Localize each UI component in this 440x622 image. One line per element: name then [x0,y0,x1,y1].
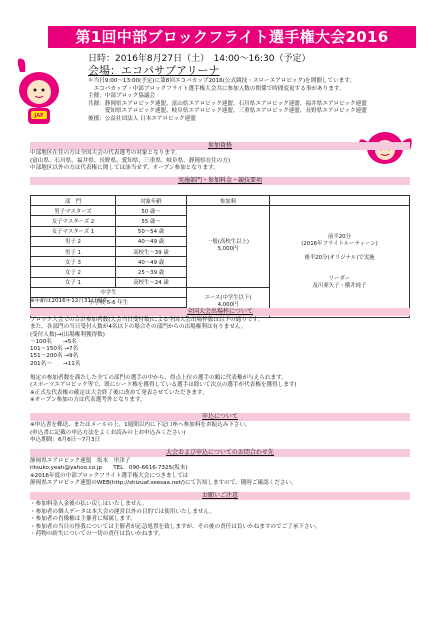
event-datetime: 日時：2016年8月27日（土） 14:00～16:30（予定） [88,54,311,64]
qualification-text [30,150,410,173]
request-line: ・参加者の当日の怪我については主催者が応急処置を致しますが、その後の責任は負いかねますのでご了承下さい。 [30,523,321,530]
intro-line: 後援：公益社団法人 日本エアロビック連盟 [88,115,196,122]
national-line: ～100名 →5名 [30,338,77,345]
category-name: 女子マスターズ 1 [31,226,116,236]
intro-line: エコパカップ・中部ブロックフライト選手権大会共に参加人数の関係で時間変更する事があります。 [88,85,345,92]
category-name: 男子マスターズ [31,206,116,216]
application-heading: 申込について [30,413,410,421]
category-age: 55 歳～ [116,216,187,226]
table-header-cell [270,196,410,206]
category-age: 40～49 歳 [116,236,187,246]
contact-email-phone: ritsuko.yeah@yahoo.co.jp TEL 090-6616-7325(坂本) [30,465,188,472]
application-line: 申込期間：6月6日～7月3日 [30,437,101,444]
application-line: (申込書に記載の申込方法をよくお読みの上お申込みください) [30,429,186,436]
national-line: 101～150名 →7名 [30,346,79,353]
fee-youth: ユース(中学生以下) 4,000円 [187,287,270,318]
national-text [30,317,410,404]
contact-web-note: 静岡県エアロビック連盟のWEB(http://shizuaf.seesaa.net/)にて告知しますので、随時ご確認ください。 [30,480,297,487]
national-line: ※オープン参加の方は代表選考外となります。 [30,396,146,403]
table-header-cell: 部 門 [31,196,116,206]
table-header-cell: 参加料 [187,196,270,206]
table-header-row [31,196,410,206]
national-line: また、各部門の当日受付人数が4名以下の場合その部門からの出場権利は有りません。 [30,324,247,331]
qualification-line: 中部地区以外の方は代表権に関しては該当せず、オープン参加となります。 [30,165,219,172]
intro-line: 主催：中部ブロック協議会 [88,93,156,99]
fee-general: 一般(高校生以上) 5,000円 [187,206,270,288]
contact-line: ※2016年度の中部ブロックフライト選手権大会につきましては [30,472,189,479]
intro-line: 共催：静岡県エアロビック連盟、富山県エアロビック連盟、石川県エアロビック連盟、福井県エアロビック連盟 [88,100,367,107]
page-title: 第1回中部ブロックフライト選手権大会2016 [48,26,416,48]
mascot-badge-text: JAF [34,113,44,119]
youth-category: 小学校 5-6 年生 [31,297,187,307]
category-age: 40～49 歳 [116,257,187,267]
request-line: ・参加料金入金後の払い戻しはいたしません。 [30,501,148,507]
intro-line: 愛知県エアロビック連盟、岐阜県エアロビック連盟、三重県エアロビック連盟、長野県エアロビック連盟 [88,108,367,114]
category-name: 女子 2 [31,267,116,277]
national-line: (スポーツエアロビック等で、既にシード権を獲得している選手は除いて次点の選手が代表権を獲得します) [30,382,297,389]
category-age: 25～39 歳 [116,267,187,277]
national-line: 201名～ →11名 [30,360,81,367]
national-line: ブロック大会での合計参加者数(大会当日受付数)による全国大会出場枠数は以下の通りです。 [30,317,264,323]
application-text [30,422,410,445]
intro-line: ＊当日9:00～13:00(予定)に第8回エコパカップ2016(公式競技・スローエアロビック)を開催しています。 [88,78,356,84]
national-line: 151～200名 →9名 [30,353,79,360]
category-name: 女子 3 [31,257,116,267]
category-name: 女子 1 [31,277,116,287]
request-line: ・荷物の紛失についての一切の責任は負いかねます。 [30,531,164,538]
contact-line: 静岡県エアロビック連盟 坂本 里津子 [30,458,131,464]
category-age: 高校生～39 歳 [116,246,187,256]
qualification-line: 中部地区在住の方は全国大会の代表選考の対象となります。 [30,150,181,156]
category-age: 50～54 歳 [116,226,187,236]
intro-block [88,78,428,123]
qualification-heading: 参加資格 [30,142,410,150]
contact-heading: 大会および申込についてのお問合わせ先 [30,449,410,457]
category-age: 50 歳～ [116,206,187,216]
table-header-cell: 対象年齢 [116,196,187,206]
categories-heading: 実施部門・参加料金・競技要項 [30,177,410,185]
competition-rules: 前半20分 (2016年フライトルーティーン) 後半20分(オリジナル)で実施 リーダー 及川亜矢子・横井純子 [270,206,410,318]
category-name: 女子マスターズ 2 [31,216,116,226]
event-venue: 会場：エコパサブアリーナ [88,64,220,77]
age-note: ※年齢は2016年12月31日現在 [30,298,108,304]
requests-text [30,501,410,539]
mascot-illustration [8,50,70,130]
qualification-line: (富山県、石川県、福井県、長野県、愛知県、三重県、岐阜県、静岡県在住の方) [30,157,231,164]
request-line: ・参加者の肖像権は主催者に帰属します。 [30,516,136,523]
national-line: ※正式な代表権の確定は大会終了後に改めて発表させていただきます。 [30,389,208,396]
application-line: ※申込書を郵送、またはメールの上、1週間以内に下記口座へ参加料をお振込み下さい。 [30,422,251,428]
request-line: ・参加者の個人データは本大会の運営以外の目的では使用いたしません。 [30,508,215,515]
national-heading: 全国大会出場枠について [30,308,410,316]
requests-heading: お願いご注意 [30,492,410,500]
category-age: 高校生～24 歳 [116,277,187,287]
category-name: 男子 1 [31,246,116,256]
youth-category: 中学生 [31,287,187,297]
category-name: 男子 2 [31,236,116,246]
national-line: 規定の参加者数を満たした全ての部門の選手の中から、得点上位の選手の順に代表権が与えられます。 [30,375,287,382]
contact-text [30,458,410,488]
table-row [31,206,410,216]
national-line: (受付人数)→(出場権利獲得数) [30,331,105,338]
